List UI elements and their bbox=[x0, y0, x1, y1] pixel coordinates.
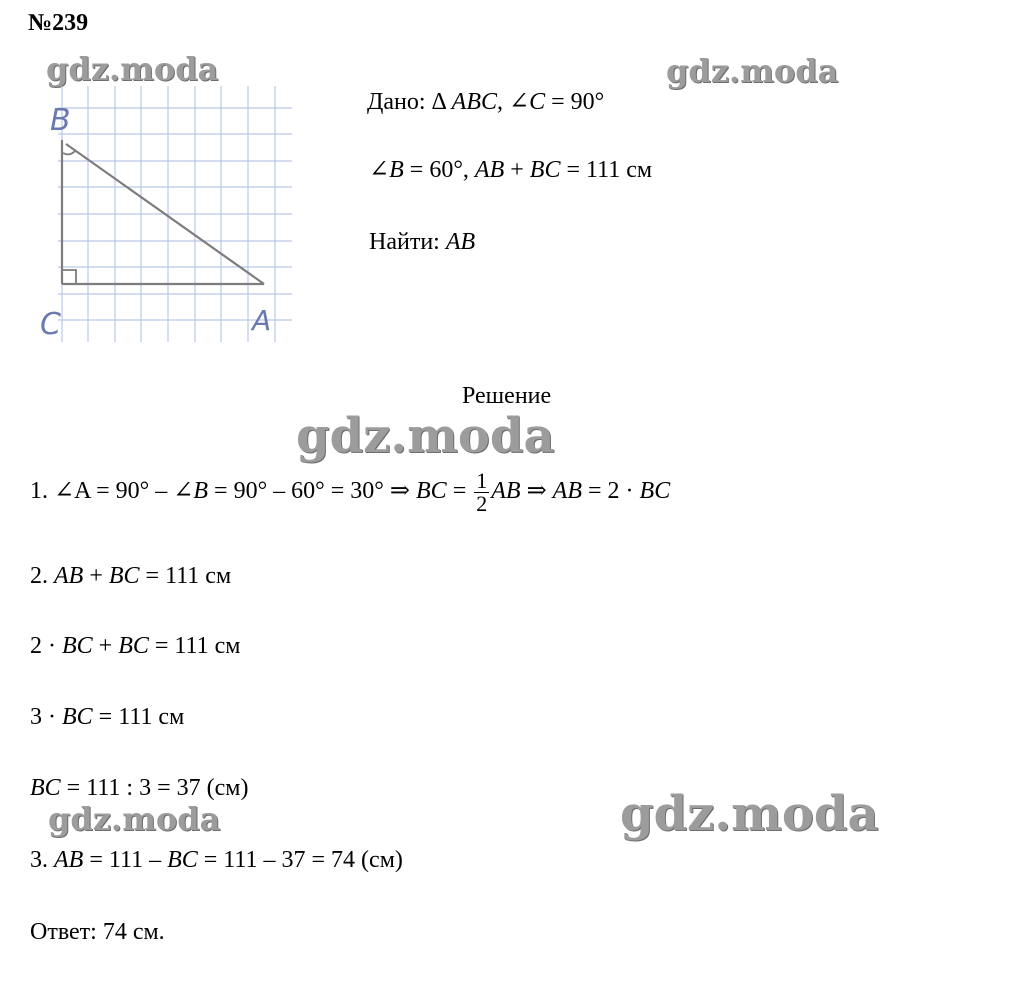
watermark: gdz.moda bbox=[48, 800, 221, 838]
solution-step-2 bbox=[30, 562, 231, 590]
step2-lead: 2. bbox=[30, 563, 54, 589]
watermark: gdz.moda bbox=[620, 786, 879, 842]
given-line-2 bbox=[369, 156, 652, 184]
given-plus: + bbox=[504, 157, 530, 183]
vertex-label-b: B bbox=[50, 103, 71, 138]
right-angle-mark bbox=[62, 270, 76, 284]
given-triangle: ABC bbox=[451, 89, 497, 115]
find-line bbox=[369, 228, 475, 256]
triangle bbox=[62, 140, 264, 284]
step2b-bc2: BC bbox=[118, 633, 149, 659]
step1-ab2: AB bbox=[552, 478, 582, 505]
step1-bc2: BC bbox=[639, 478, 671, 505]
answer: Ответ: 74 см. bbox=[30, 919, 165, 945]
problem-number: №239 bbox=[28, 10, 89, 36]
step3-mid: = 111 – bbox=[83, 847, 168, 873]
step2c-bc: BC bbox=[62, 704, 93, 730]
given-bc: BC bbox=[529, 157, 561, 183]
given-sep: , ∠ bbox=[496, 89, 530, 115]
triangle-figure bbox=[30, 86, 300, 348]
fraction-one-half bbox=[474, 470, 489, 515]
step2-bc: BC bbox=[108, 563, 140, 589]
solution-heading: Решение bbox=[462, 383, 552, 409]
fraction-numerator: 1 bbox=[476, 468, 488, 493]
step3-rest: = 111 – 37 = 74 (см) bbox=[197, 847, 403, 873]
given-line-1 bbox=[367, 88, 604, 116]
watermark: gdz.moda bbox=[296, 408, 555, 464]
step2-ab: AB bbox=[54, 563, 84, 589]
step3-lead: 3. bbox=[30, 847, 54, 873]
step1-ab: AB bbox=[491, 478, 521, 505]
solution-step-2d bbox=[30, 774, 248, 802]
given-angle-b: B bbox=[389, 157, 404, 183]
angle-symbol: ∠ bbox=[369, 157, 390, 183]
solution-step-3 bbox=[30, 846, 403, 874]
watermark: gdz.moda bbox=[666, 52, 839, 90]
step2b-rest: = 111 см bbox=[148, 633, 241, 659]
step2d-bc: BC bbox=[30, 775, 61, 801]
given-prefix: Дано: Δ bbox=[367, 89, 446, 115]
step2-rest: = 111 см bbox=[139, 563, 232, 589]
vertex-label-a: A bbox=[252, 304, 272, 337]
given-angle-b-value: = 60°, bbox=[403, 157, 475, 183]
given-ab: AB bbox=[474, 157, 505, 183]
solution-step-1 bbox=[30, 470, 670, 515]
given-sum-value: = 111 см bbox=[560, 157, 653, 183]
step2b-lead: 2 · bbox=[30, 633, 62, 659]
solution-step-2c bbox=[30, 703, 184, 731]
solution-step-2b bbox=[30, 632, 240, 660]
step2b-plus: + bbox=[92, 633, 119, 659]
step1-then: ⇒ bbox=[520, 478, 553, 505]
find-prefix: Найти: bbox=[369, 229, 446, 255]
step2d-rest: = 111 : 3 = 37 (см) bbox=[60, 775, 249, 801]
step1-mid: = 90° – 60° = 30° ⇒ bbox=[208, 478, 417, 505]
step2b-bc: BC bbox=[62, 633, 93, 659]
step1-bc: BC bbox=[416, 478, 447, 505]
watermark: gdz.moda bbox=[46, 50, 219, 88]
step2c-rest: = 111 см bbox=[92, 704, 185, 730]
step1-lead: 1. ∠A = 90° – ∠ bbox=[30, 478, 194, 505]
step3-bc: BC bbox=[167, 847, 198, 873]
step1-eq2: = 2 · bbox=[582, 478, 640, 505]
vertex-label-c: C bbox=[40, 307, 61, 342]
fraction-denominator: 2 bbox=[476, 491, 488, 516]
find-value: AB bbox=[445, 229, 476, 255]
step1-b: B bbox=[193, 478, 209, 505]
step2c-lead: 3 · bbox=[30, 704, 62, 730]
step1-eq: = bbox=[446, 478, 473, 505]
given-angle-c-value: = 90° bbox=[545, 89, 605, 115]
step3-ab: AB bbox=[54, 847, 84, 873]
given-angle-c: C bbox=[529, 89, 546, 115]
step2-plus: + bbox=[83, 563, 109, 589]
